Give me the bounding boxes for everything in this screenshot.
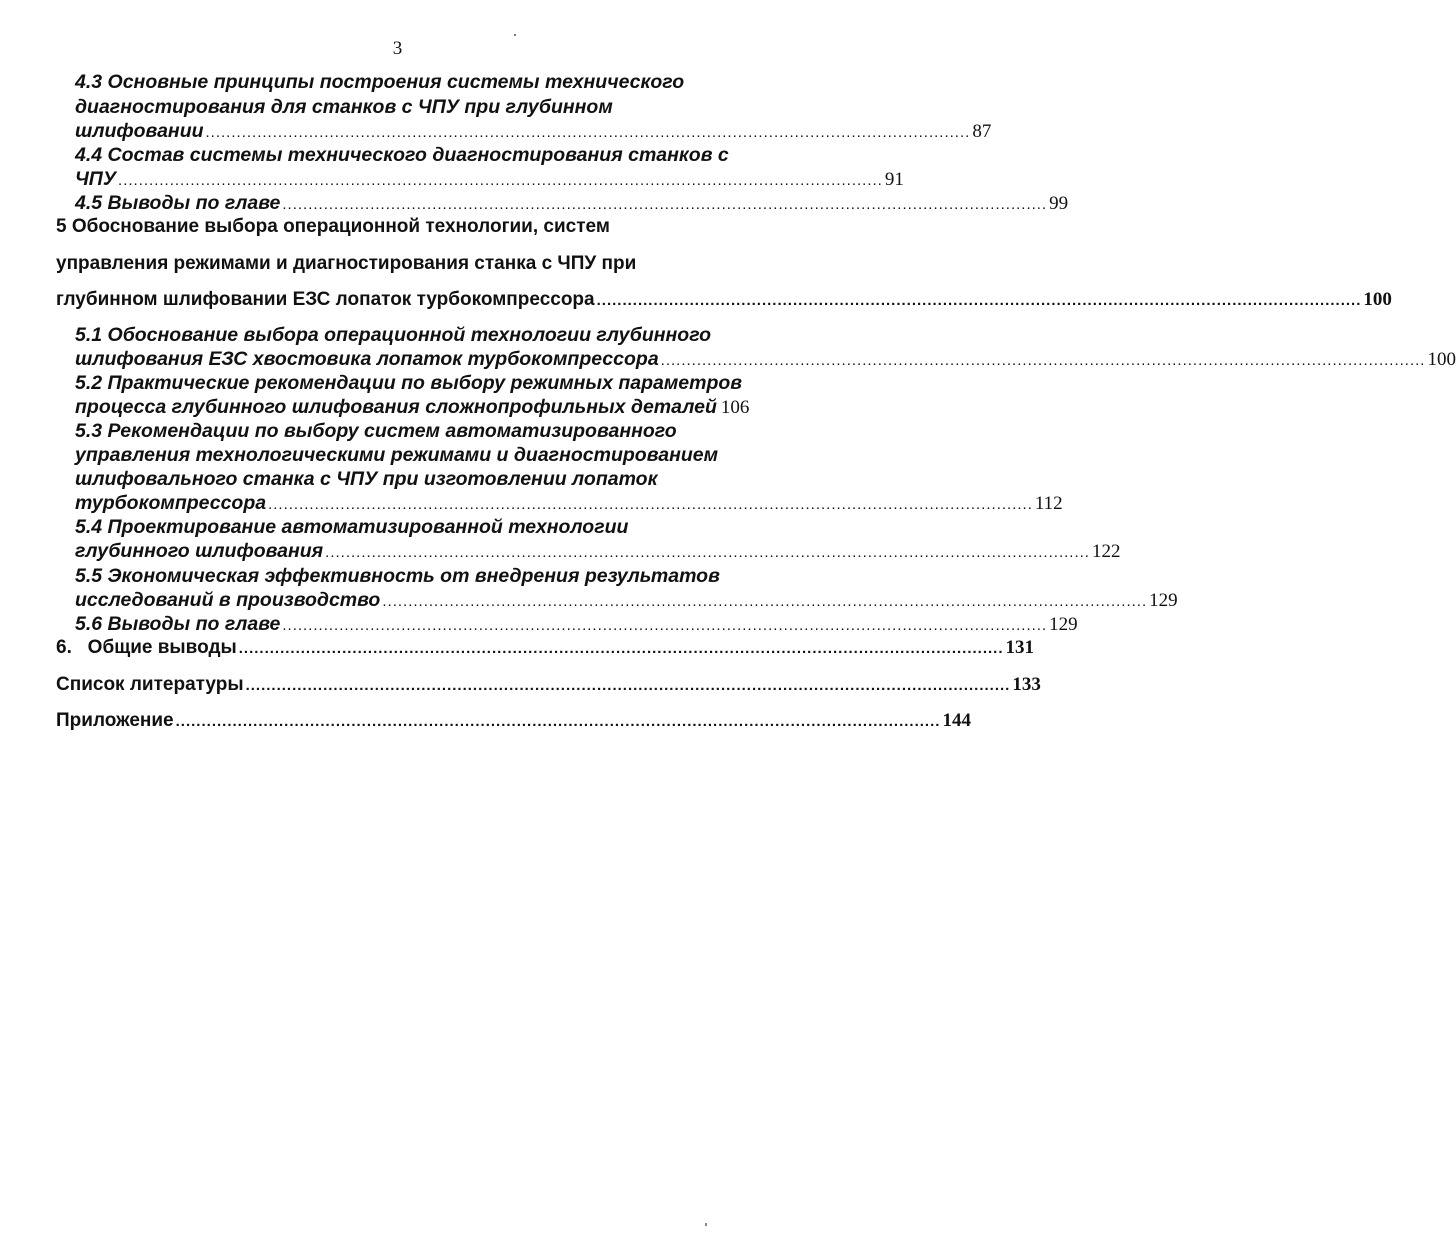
toc-entry-title-line: турбокомпрессора xyxy=(75,492,267,514)
toc-entry-last-line xyxy=(75,167,904,193)
toc-entry-title-line: управления технологическими режимами и диагностированием xyxy=(75,444,719,466)
toc-entry-last-line xyxy=(75,612,1078,638)
toc-page-number: 112 xyxy=(1034,493,1063,514)
toc-entry-last-line xyxy=(75,491,1063,517)
dot-leader: .................................................................................................................................................... xyxy=(282,196,1048,213)
dot-leader: .................................................................................................................................................... xyxy=(175,713,941,730)
toc-entry-title-line: 5 Обоснование выбора операционной технологии, систем xyxy=(56,216,610,237)
toc-entry-title-line: 5.6 Выводы по главе xyxy=(75,613,281,635)
toc-entry-last-line xyxy=(56,288,1392,313)
scan-speck xyxy=(514,34,516,36)
toc-entry-title-line: процесса глубинного шлифования сложнопрофильных деталей xyxy=(75,396,717,418)
toc-entry-last-line xyxy=(75,347,1456,373)
toc-entry-last-line xyxy=(75,119,992,145)
page-number: 3 xyxy=(392,38,403,59)
dot-leader: .................................................................................................................................................... xyxy=(282,617,1048,634)
toc-entry-last-line xyxy=(56,636,1035,661)
toc-entry-last-line xyxy=(75,395,750,420)
toc-page-number: 91 xyxy=(884,169,904,190)
toc-page-number: 106 xyxy=(720,397,750,418)
toc-entry-title-line: диагностирования для станков с ЧПУ при глубинном xyxy=(75,96,613,118)
toc-entry-last-line xyxy=(75,539,1121,565)
toc-entry-title-line: управления режимами и диагностирования станка с ЧПУ при xyxy=(56,253,637,274)
toc-entry-title-line: шлифовании xyxy=(75,120,204,142)
toc-entry-title-line: 5.5 Экономическая эффективность от внедрения результатов xyxy=(75,565,720,587)
toc-entry-title-line: 4.4 Состав системы технического диагностирования станков с xyxy=(75,144,729,166)
toc-entry-title-line: 5.3 Рекомендации по выбору систем автоматизированного xyxy=(75,420,677,442)
toc-entry-title-line: глубинном шлифовании ЕЗС лопаток турбокомпрессора xyxy=(56,289,595,310)
dot-leader: .................................................................................................................................................... xyxy=(268,496,1033,513)
toc-page-number: 144 xyxy=(942,710,971,731)
toc-entry-title-line: шлифовального станка с ЧПУ при изготовлении лопаток xyxy=(75,468,658,490)
toc-page-number: 129 xyxy=(1149,590,1178,611)
toc-page-number: 122 xyxy=(1091,541,1121,562)
scan-speck xyxy=(705,1223,707,1226)
toc-entry-title-line: исследований в производство xyxy=(75,589,381,611)
dot-leader: .................................................................................................................................................... xyxy=(118,172,883,189)
toc-entry-title-line: Приложение xyxy=(56,710,174,731)
toc-page-number: 87 xyxy=(972,121,992,142)
toc-entry-title-line: глубинного шлифования xyxy=(75,540,324,562)
toc-entry-last-line xyxy=(56,709,971,734)
toc-entry-title-line: шлифования ЕЗС хвостовика лопаток турбокомпрессора xyxy=(75,348,659,370)
toc-page-number: 129 xyxy=(1049,614,1078,635)
dot-leader: .................................................................................................................................................... xyxy=(205,124,971,141)
toc-page-number: 100 xyxy=(1363,289,1392,310)
toc-entry-title-line: ЧПУ xyxy=(75,168,117,190)
dot-leader: .................................................................................................................................................... xyxy=(382,593,1148,610)
toc-entry-title-line: 4.3 Основные принципы построения системы технического xyxy=(75,71,685,93)
toc-page-number: 99 xyxy=(1049,193,1069,214)
toc-page-number: 133 xyxy=(1012,674,1041,695)
dot-leader: .................................................................................................................................................... xyxy=(596,292,1362,309)
toc-page-number: 131 xyxy=(1005,637,1035,658)
toc-page-number: 100 xyxy=(1427,349,1456,370)
toc-entry-title-line: 5.1 Обоснование выбора операционной технологии глубинного xyxy=(75,324,712,346)
dot-leader: .................................................................................................................................................... xyxy=(238,640,1004,657)
toc-entry-title-line: 5.2 Практические рекомендации по выбору режимных параметров xyxy=(75,372,743,394)
dot-leader: .................................................................................................................................................... xyxy=(245,677,1011,694)
toc-entry-title-line: 6. Общие выводы xyxy=(56,637,237,658)
dot-leader: .................................................................................................................................................... xyxy=(660,352,1426,369)
toc-entry-last-line xyxy=(75,588,1178,614)
dot-leader: .................................................................................................................................................... xyxy=(325,544,1090,561)
toc-entry-title-line: Список литературы xyxy=(56,674,244,695)
toc-entry-last-line xyxy=(75,191,1069,217)
toc-entry-title-line: 5.4 Проектирование автоматизированной технологии xyxy=(75,516,629,538)
toc-entry-last-line xyxy=(56,673,1041,698)
toc-entry-title-line: 4.5 Выводы по главе xyxy=(75,192,281,214)
